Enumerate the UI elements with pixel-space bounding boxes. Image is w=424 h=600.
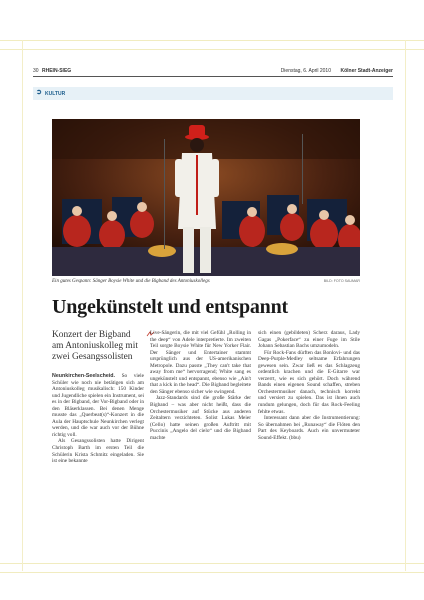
scan-border-right [405,40,406,571]
page-header [33,67,393,77]
article-column-2 [150,330,251,441]
newspaper-name: Kölner Stadt-Anzeiger [340,68,393,74]
paragraph: Live-Sängerin, die mit viel Gefühl „Rolling in the deep“ von Adele interpretierte. Im zweiten Teil sorgte Boysie White für New Yorker Flair. Der Sänger und Entertainer stammt ursprünglich aus der US-amerikanischen Metropole. Dazu passte „They can't take that away from me“ hervorragend; White sang es ungekünstelt und entspannt, ebenso wie „Ain't that a kick in the head“. Die Bigband begleitete den Sänger ebenso sicher wie swingend. [150,330,251,395]
paragraph: Als Gesangssolisten hatte Dirigent Christoph Barth im ersten Teil die Schülerin Krista Schmitz eingeladen. Sie ist eine bekannte [52,438,144,465]
concert-photo-illustration [52,119,360,276]
paragraph: Jazz-Standards sind die große Stärke der Bigband – was aber nicht heißt, dass die Orchestermusiker auf Stücke aus anderen Zeitaltern verzichteten. Solist Lukas Meier (Cello) hatte seinen großen Auftritt mit Puccinis „Angelo del cielo“ und die Bigband machte [150,395,251,441]
category-bar [33,87,393,100]
paragraph [52,373,144,438]
paragraph: Für Rock-Fans dürften das Bonlovi- und das Deep-Purple-Medley seltsame Erfahrungen gewesen sein. Zwar ließ es das Schlagzeug ordentlich krachen und die E-Gitarre war verzerrt, wie es sich gehört. Doch während Bands einen eigenen Sound schaffen, streben Orchestermusiker danach, technisch korrekt und versiert zu spielen. Das ist ihnen auch rundum gelungen, doch für das Rock-Feeling fehlte etwas. [258,349,360,415]
photo-credit: BILD: FOTO SAUMAR [323,279,360,283]
paragraph-text: So viele Schüler wie noch nie betätigen sich am Antoniuskolleg musikalisch: 150 Kinder und Jugendliche spielen ein Instrument, sei es in der Bigband, der Vor-Bigband oder in den Bläserklassen. Bei denen Menge musste das „Querbeat(s)“-Konzert in die Aula der Hauptschule Neunkirchen verlegt werden, und die war auch vor der Bühne richtig voll. [52,373,145,438]
scan-border-top [0,40,424,50]
section-name: RHEIN-SIEG [42,68,72,74]
paragraph: sich einen (gebildeten) Scherz daraus, Lady Gagas „Pokerface“ zu einer Fuge im Stile Johann Sebastian Bachs umzumodeln. [258,330,360,350]
article-subhead: Konzert der Bigband am Antoniuskolleg mit zwei Gesangssolisten [52,330,138,362]
article-photo [52,119,360,276]
caption-text: Ein gutes Gespann: Sänger Boysie White und die Bigband des Antoniuskollegs [52,279,210,284]
article-column-3 [258,330,360,441]
photo-caption [52,279,360,287]
article-headline: Ungekünstelt und entspannt [52,296,288,318]
dateline: Neunkirchen-Seelscheid. [52,373,115,379]
category-label: KULTUR [45,91,66,97]
issue-date: Dienstag, 6. April 2010 [280,68,331,74]
scan-border-left [22,40,23,571]
page-number: 30 [33,68,39,74]
scan-border-bottom [0,563,424,573]
paragraph: Interessant dann aber die Instrumentierung: So übernahmen bei „Runaway“ die Flöten den Part des Keyboards. Auch ein unvermuteter Sound-Effekt. (bbu) [258,415,360,441]
article-column-1 [52,373,144,465]
arrow-icon: ➲ [36,89,42,96]
